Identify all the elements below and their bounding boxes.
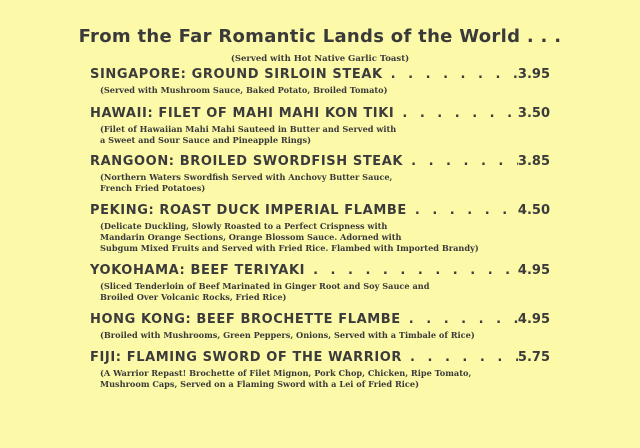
menu-subtitle: (Served with Hot Native Garlic Toast): [230, 54, 410, 64]
dot-leader: [402, 350, 518, 365]
dot-leader: [394, 106, 518, 121]
dish-description: (Broiled with Mushrooms, Green Peppers, Onions, Served with a Timbale of Rice): [100, 330, 475, 340]
dish-description: (Northern Waters Swordfish Served with Anchovy Butter Sauce, French Fried Potatoes): [100, 172, 393, 193]
dish-name: FIJI: FLAMING SWORD OF THE WARRIOR: [90, 350, 403, 365]
dot-leader: [403, 154, 518, 169]
dish-price: 3.85: [517, 154, 550, 169]
menu-item-yokohama: [90, 263, 550, 303]
dish-price: 4.95: [517, 263, 550, 278]
menu-title: From the Far Romantic Lands of the World . . .: [78, 26, 562, 47]
dish-description: (Served with Mushroom Sauce, Baked Potato, Broiled Tomato): [100, 85, 388, 95]
dish-price: 4.95: [517, 312, 550, 327]
dish-description: (Filet of Hawaiian Mahi Mahi Sauteed in Butter and Served with a Sweet and Sour Sauce and Pineapple Rings): [100, 124, 397, 145]
dish-name: SINGAPORE: GROUND SIRLOIN STEAK: [90, 67, 383, 82]
dish-description: (A Warrior Repast! Brochette of Filet Mignon, Pork Chop, Chicken, Ripe Tomato, Mushroom Caps, Served on a Flaming Sword with a Lei of Fried Rice): [100, 368, 472, 389]
dish-price: 5.75: [517, 350, 550, 365]
dish-name: HONG KONG: BEEF BROCHETTE FLAMBE: [90, 312, 401, 327]
dot-leader: [407, 203, 518, 218]
dish-description: (Delicate Duckling, Slowly Roasted to a Perfect Crispness with Mandarin Orange Sections, Orange Blossom Sauce. Adorned with Subgum Mixed Fruits and Served with Fried Rice. Flambed with Imported Brandy): [100, 221, 479, 253]
dot-leader: [401, 312, 518, 327]
menu-item-hong-kong: [90, 312, 550, 341]
dish-name: PEKING: ROAST DUCK IMPERIAL FLAMBE: [90, 203, 407, 218]
menu-item-fiji: [90, 350, 550, 390]
dish-price: 3.95: [517, 67, 550, 82]
menu-item-rangoon: [90, 154, 550, 194]
dish-name: RANGOON: BROILED SWORDFISH STEAK: [90, 154, 404, 169]
dish-name: HAWAII: FILET OF MAHI MAHI KON TIKI: [90, 106, 395, 121]
menu-item-hawaii: [90, 106, 550, 146]
dish-description: (Sliced Tenderloin of Beef Marinated in Ginger Root and Soy Sauce and Broiled Over Volcanic Rocks, Fried Rice): [100, 281, 430, 302]
dot-leader: [383, 67, 518, 82]
dish-name: YOKOHAMA: BEEF TERIYAKI: [90, 263, 306, 278]
dish-price: 4.50: [517, 203, 550, 218]
menu-item-singapore: [90, 67, 550, 96]
menu-item-peking: [90, 203, 550, 254]
dish-price: 3.50: [517, 106, 550, 121]
dot-leader: [305, 263, 518, 278]
